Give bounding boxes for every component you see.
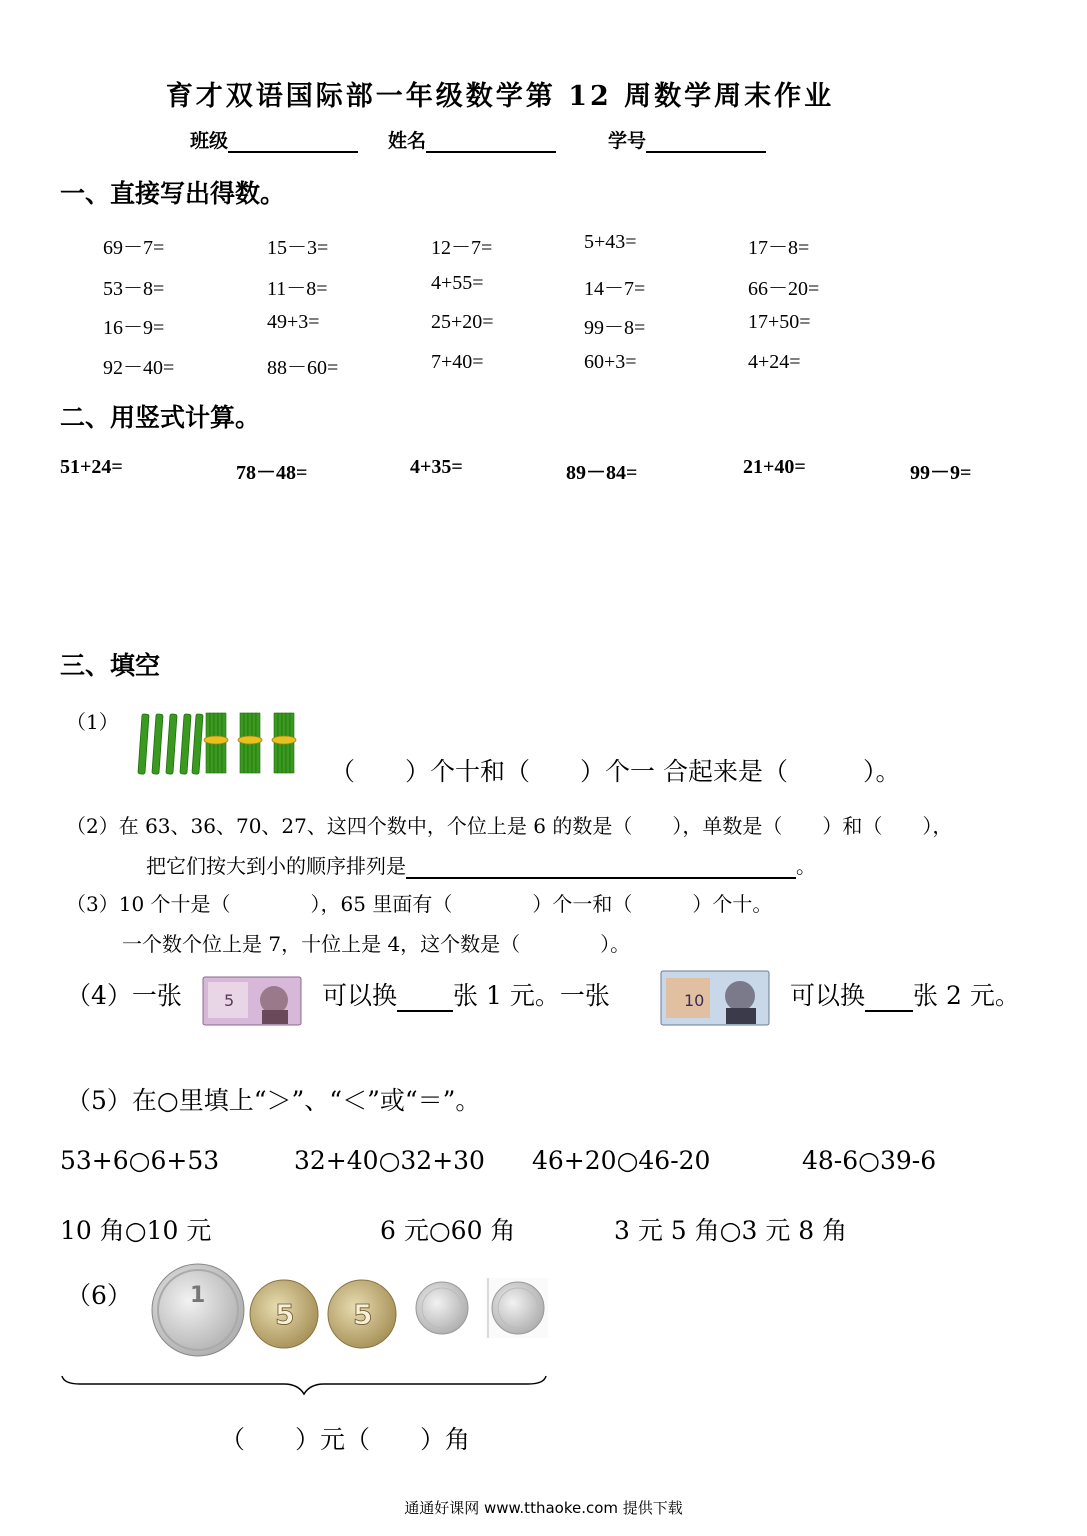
arith-problem: 4+24= (748, 351, 801, 373)
name-label: 姓名 (388, 130, 427, 152)
q2-line2 (146, 850, 816, 879)
one-jiao-coin-2 (492, 1282, 544, 1334)
q5-compare-7[interactable]: 3 元 5 角○3 元 8 角 (614, 1216, 848, 1245)
id-field[interactable] (608, 126, 766, 153)
arith-problem: 99－8= (584, 317, 646, 339)
one-yuan-coin-value: 1 (190, 1283, 206, 1308)
vertical-calc-problem: 51+24= (60, 456, 123, 478)
vertical-calc-problem: 21+40= (743, 456, 806, 478)
arith-problem: 53－8= (103, 278, 165, 300)
q5-title: （5）在○里填上“＞”、“＜”或“＝”。 (66, 1086, 481, 1115)
q5-compare-2[interactable]: 32+40○32+30 (294, 1146, 485, 1175)
class-blank[interactable] (228, 131, 358, 153)
arith-problem: 16－9= (103, 317, 165, 339)
q5-compare-6[interactable]: 6 元○60 角 (380, 1216, 516, 1245)
q3-line2: 一个数个位上是 7，十位上是 4，这个数是（ ）。 (122, 932, 631, 956)
q1-number: （1） (66, 710, 119, 734)
arith-problem: 25+20= (431, 311, 494, 333)
ten-note-denomination: 10 (684, 991, 705, 1010)
q4-d-text: 可以换 (790, 981, 866, 1010)
five-jiao-coin-1-value: 5 (275, 1298, 295, 1331)
arith-problem: 92－40= (103, 357, 175, 379)
q4-blank-1[interactable] (397, 988, 453, 1012)
vertical-calc-problem: 4+35= (410, 456, 463, 478)
q4-e-text: 张 2 元。 (913, 981, 1020, 1010)
page-title: 育才双语国际部一年级数学第 12 周数学周末作业 (165, 81, 835, 112)
class-field[interactable] (190, 126, 358, 153)
section-3-heading: 三、填空 (60, 651, 161, 680)
q6-answer: （ ）元（ ）角 (220, 1425, 471, 1454)
five-yuan-note-image (202, 976, 302, 1026)
q5-compare-5[interactable]: 10 角○10 元 (60, 1216, 212, 1245)
arith-problem: 7+40= (431, 351, 484, 373)
ten-yuan-note-image (660, 970, 770, 1026)
arith-problem: 14－7= (584, 278, 646, 300)
q5-compare-4[interactable]: 48-6○39-6 (802, 1146, 937, 1175)
page-footer: 通通好课网 www.tthaoke.com 提供下载 (404, 1499, 683, 1517)
arith-problem: 12－7= (431, 237, 493, 259)
name-field[interactable] (388, 126, 556, 153)
coins-image (150, 1262, 550, 1358)
q4-blank-2[interactable] (865, 988, 913, 1012)
q4-c-text: 张 1 元。一张 (453, 981, 610, 1010)
five-note-denomination: 5 (224, 991, 235, 1010)
total-brace (60, 1374, 548, 1396)
arith-problem: 17+50= (748, 311, 811, 333)
arith-problem: 66－20= (748, 278, 820, 300)
q6-number: （6） (66, 1281, 132, 1310)
five-jiao-coin-2-value: 5 (353, 1298, 373, 1331)
arith-problem: 60+3= (584, 351, 637, 373)
arith-problem: 5+43= (584, 231, 637, 253)
arith-problem: 11－8= (267, 278, 328, 300)
one-jiao-coin-1 (416, 1282, 468, 1334)
q2-line2-text: 把它们按大到小的顺序排列是 (146, 854, 406, 878)
arith-problem: 4+55= (431, 272, 484, 294)
q4-part-b (322, 976, 610, 1012)
q2-line2-end: 。 (796, 854, 816, 878)
q1-text: （ ）个十和（ ）个一 合起来是（ ）。 (330, 757, 901, 786)
section-2-heading: 二、用竖式计算。 (60, 403, 261, 432)
arith-problem: 69－7= (103, 237, 165, 259)
one-yuan-coin (152, 1264, 244, 1356)
section-1-heading: 一、直接写出得数。 (60, 179, 286, 208)
q4-b-text: 可以换 (322, 981, 398, 1010)
q5-compare-3[interactable]: 46+20○46-20 (532, 1146, 711, 1175)
vertical-calc-problem: 99－9= (910, 462, 972, 484)
id-label: 学号 (608, 130, 647, 152)
id-blank[interactable] (646, 131, 766, 153)
vertical-calc-problem: 78－48= (236, 462, 308, 484)
arith-problem: 15－3= (267, 237, 329, 259)
five-jiao-coin-1 (250, 1280, 318, 1348)
arith-problem: 88－60= (267, 357, 339, 379)
q2-order-blank[interactable] (406, 855, 796, 879)
q4-part-d (790, 976, 1020, 1012)
arith-problem: 17－8= (748, 237, 810, 259)
name-blank[interactable] (426, 131, 556, 153)
q2-line1: （2）在 63、36、70、27、这四个数中，个位上是 6 的数是（ ），单数是（ ）和（ ）， (66, 814, 953, 838)
vertical-calc-problem: 89－84= (566, 462, 638, 484)
q4-part-a: （4）一张 (66, 981, 182, 1010)
arith-problem: 49+3= (267, 311, 320, 333)
q5-compare-1[interactable]: 53+6○6+53 (60, 1146, 220, 1175)
five-jiao-coin-2 (328, 1280, 396, 1348)
class-label: 班级 (190, 130, 229, 152)
bundled-sticks-image (136, 710, 306, 776)
q3-line1: （3）10 个十是（ ），65 里面有（ ）个一和（ ）个十。 (66, 892, 773, 916)
